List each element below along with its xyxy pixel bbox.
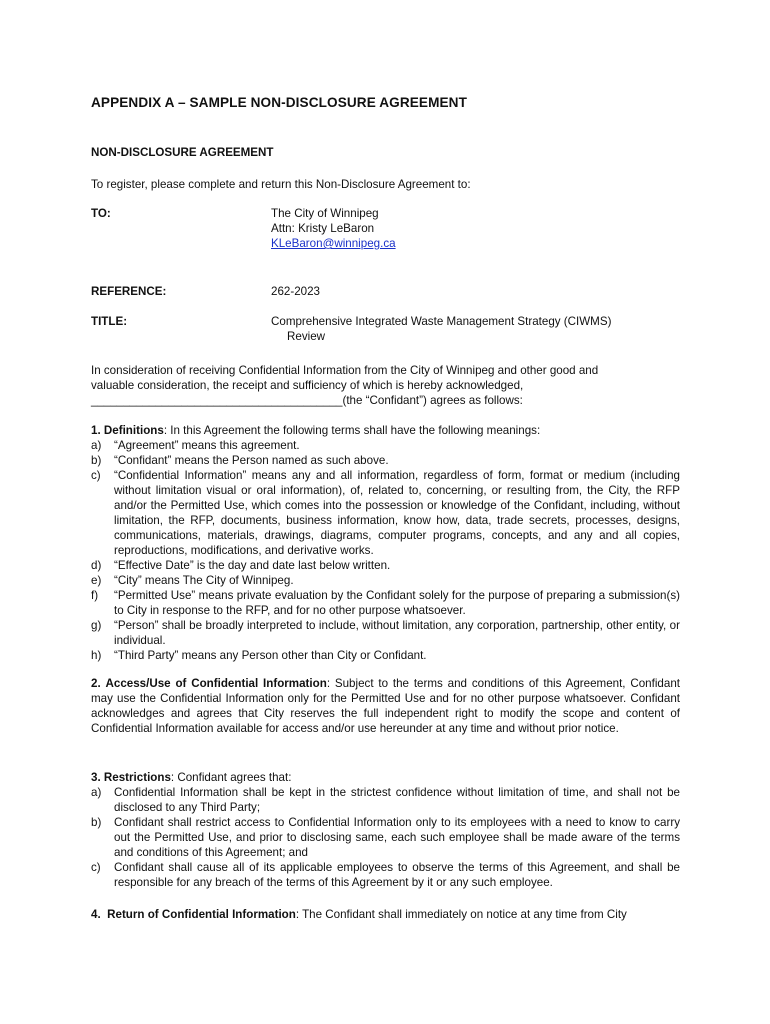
section-heading: Return of Confidential Information: [107, 908, 296, 921]
title-line-1: Comprehensive Integrated Waste Management Strategy (CIWMS): [271, 315, 612, 328]
page-title: APPENDIX A – SAMPLE NON-DISCLOSURE AGREEMENT: [91, 95, 467, 110]
section-heading: Access/Use of Confidential Information: [105, 677, 327, 690]
list-marker: h): [91, 649, 102, 662]
list-item-text: Confidant shall restrict access to Confidential Information only to its employees with a need to know to carry out the Permitted Use, and prior to disclosing same, each such employee shall be made aware of the terms and conditions of this Agreement; and: [114, 816, 680, 859]
section-intro: : In this Agreement the following terms shall have the following meanings:: [163, 424, 541, 437]
title-label: TITLE:: [91, 315, 128, 328]
list-marker: a): [91, 439, 102, 452]
to-address: [271, 206, 396, 251]
list-item-text: “Confidant” means the Person named as such above.: [114, 454, 389, 467]
section-return: [91, 907, 680, 922]
section-restrictions: [91, 770, 680, 890]
section-text: : Subject to the terms and conditions of this Agreement, Confidant may use the Confidential Information only for the Permitted Use and for no other purpose whatsoever. Confidant acknowledges and agrees that City reserves the full independent right to modify the scope and content of Confidential Information available for access and/or use hereunder at any time and without prior notice.: [91, 677, 680, 735]
agreement-subtitle: NON-DISCLOSURE AGREEMENT: [91, 146, 274, 159]
consideration-line-1: In consideration of receiving Confidential Information from the City of Winnipeg and other good and: [91, 364, 599, 377]
title-value: [271, 314, 611, 344]
list-marker: b): [91, 816, 102, 829]
to-line-1: The City of Winnipeg: [271, 207, 379, 220]
consideration-paragraph: [91, 363, 681, 408]
list-item-text: “Effective Date” is the day and date last below written.: [114, 559, 391, 572]
section-number: 4.: [91, 908, 101, 921]
list-marker: f): [91, 589, 99, 602]
list-marker: b): [91, 454, 102, 467]
list-item: [91, 438, 680, 453]
section-number: 1.: [91, 424, 101, 437]
definitions-list: [91, 438, 680, 663]
section-access-use: [91, 676, 680, 736]
list-item: [91, 860, 680, 890]
list-item-text: “Confidential Information” means any and all information, regardless of form, format or medium (including without limitation visual or oral information), of, related to, concerning, or resulting from, the City, the RFP and/or the Permitted Use, which comes into the possession or knowledge of the Confidant, including, without limitation, the RFP, documents, business information, know how, data, trade secrets, processes, designs, communications, materials, drawings, diagrams, computer programs, concepts, and any and all copies, reproductions, modifications, and derivative works.: [114, 469, 680, 557]
list-marker: e): [91, 574, 102, 587]
intro-text: To register, please complete and return this Non-Disclosure Agreement to:: [91, 178, 471, 191]
section-heading: Definitions: [103, 424, 164, 437]
list-item-text: “City” means The City of Winnipeg.: [114, 574, 294, 587]
list-marker: c): [91, 469, 101, 482]
list-marker: d): [91, 559, 102, 572]
list-item: [91, 453, 680, 468]
definitions-heading-line: [91, 423, 680, 438]
section-heading: Restrictions: [103, 771, 171, 784]
section-number: 3.: [91, 771, 101, 784]
reference-value: 262-2023: [271, 285, 320, 298]
list-item: [91, 558, 680, 573]
email-link[interactable]: KLeBaron@winnipeg.ca: [271, 237, 396, 250]
list-item-text: Confidential Information shall be kept in the strictest confidence without limitation of time, and shall not be disclosed to any Third Party;: [114, 786, 680, 814]
list-item-text: “Agreement” means this agreement.: [114, 439, 300, 452]
list-item-text: “Person” shall be broadly interpreted to include, without limitation, any corporation, partnership, other entity, or individual.: [114, 619, 680, 647]
list-item-text: Confidant shall cause all of its applicable employees to observe the terms of this Agreement, and shall be responsible for any breach of the terms of this Agreement by it or any such employee.: [114, 861, 680, 889]
consideration-line-2: valuable consideration, the receipt and sufficiency of which is hereby acknowledged,: [91, 379, 524, 392]
title-line-2: Review: [287, 330, 326, 343]
list-marker: a): [91, 786, 102, 799]
list-item: [91, 468, 680, 558]
restrictions-list: [91, 785, 680, 890]
list-item: [91, 648, 680, 663]
list-item-text: “Permitted Use” means private evaluation by the Confidant solely for the purpose of preparing a submission(s) to City in response to the RFP, and for no other purpose whatsoever.: [114, 589, 680, 617]
reference-label: REFERENCE:: [91, 285, 167, 298]
to-label: TO:: [91, 207, 111, 220]
list-item: [91, 785, 680, 815]
section-intro: : Confidant agrees that:: [170, 771, 292, 784]
list-item: [91, 588, 680, 618]
list-marker: g): [91, 619, 102, 632]
list-item-text: “Third Party” means any Person other than City or Confidant.: [114, 649, 427, 662]
list-item: [91, 815, 680, 860]
section-definitions: [91, 423, 680, 663]
consideration-line-3: _______________________________________(the “Confidant”) agrees as follows:: [91, 394, 523, 407]
section-text: : The Confidant shall immediately on notice at any time from City: [295, 908, 627, 921]
to-line-2: Attn: Kristy LeBaron: [271, 222, 375, 235]
list-item: [91, 573, 680, 588]
section-number: 2.: [91, 677, 101, 690]
list-item: [91, 618, 680, 648]
list-marker: c): [91, 861, 101, 874]
restrictions-heading-line: [91, 770, 680, 785]
